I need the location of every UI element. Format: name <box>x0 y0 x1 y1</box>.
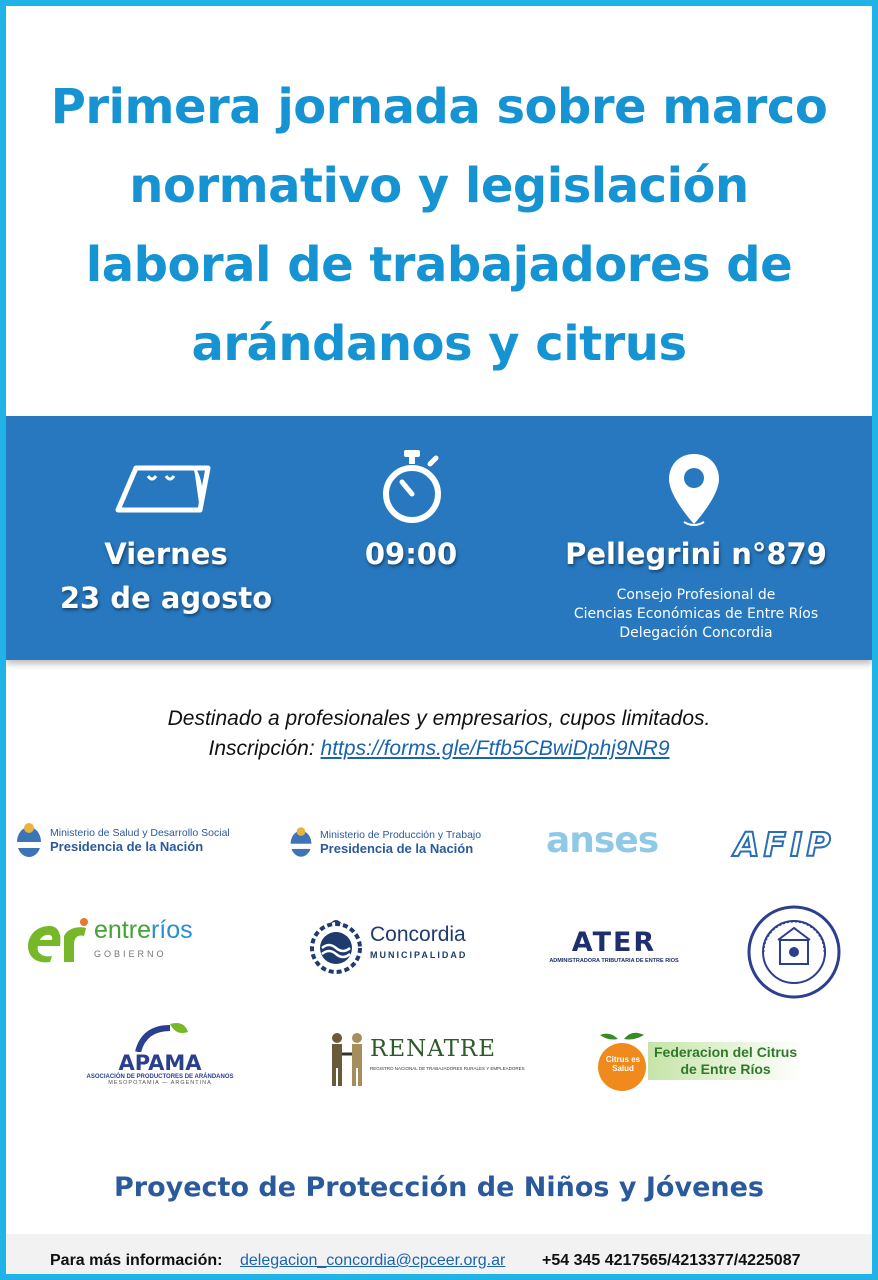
logo-cpce-seal <box>742 904 846 1000</box>
national-shield-icon <box>14 820 44 860</box>
event-address: Pellegrini n°879 <box>565 537 827 571</box>
registration-label: Inscripción: <box>208 737 315 760</box>
logo-text: MUNICIPALIDAD <box>370 950 468 960</box>
calendar-icon <box>114 464 214 516</box>
logo-federacion-citrus <box>596 1026 816 1096</box>
logo-text: Ministerio de Salud y Desarrollo Social <box>50 827 230 839</box>
logo-text: Ministerio de Producción y Trabajo <box>320 829 482 841</box>
org-line: Consejo Profesional de <box>616 587 776 603</box>
footer-email-link[interactable]: delegacion_concordia@cpceer.org.ar <box>240 1252 506 1269</box>
logo-text: Federacion del Citrus <box>654 1044 798 1060</box>
registration-info <box>6 704 872 764</box>
logo-text: Concordia <box>370 923 466 946</box>
title-line: Primera jornada sobre marco <box>50 79 828 135</box>
logo-text: Presidencia de la Nación <box>50 839 204 854</box>
citrus-badge <box>596 1029 650 1093</box>
event-title <box>26 68 852 384</box>
logo-text: Citrus es Salud <box>605 1055 641 1073</box>
location-pin-icon <box>666 452 722 528</box>
logo-text: Presidencia de la Nación <box>320 841 474 856</box>
event-day: Viernes <box>104 537 228 571</box>
logo-text: MESOPOTAMIA — ARGENTINA <box>108 1080 212 1086</box>
logo-ministerio-salud <box>14 818 254 862</box>
event-time-value: 09:00 <box>364 537 458 571</box>
entre-rios-mark-icon <box>24 916 90 968</box>
cpce-seal-icon <box>742 904 846 1000</box>
apama-leaf-icon <box>130 1022 190 1052</box>
event-details-band <box>6 416 872 660</box>
logo-text: ríos <box>150 916 193 944</box>
stopwatch-icon <box>380 448 444 528</box>
footer-label: Para más información: <box>50 1252 223 1269</box>
footer <box>6 1234 872 1280</box>
title-line: arándanos y citrus <box>191 316 687 372</box>
logo-text: ASOCIACIÓN DE PRODUCTORES DE ARÁNDANOS <box>86 1074 234 1080</box>
logo-ater <box>544 928 684 972</box>
logo-text: GOBIERNO <box>94 949 167 959</box>
logo-municipalidad-concordia <box>308 914 498 976</box>
org-line: Delegación Concordia <box>619 625 773 641</box>
logo-text: entre <box>94 916 151 944</box>
logo-text: ATER <box>571 927 657 958</box>
logo-afip: AFIP <box>734 824 835 864</box>
event-date-text: 23 de agosto <box>59 581 273 615</box>
logo-ministerio-produccion <box>288 820 518 864</box>
title-line: laboral de trabajadores de <box>85 237 793 293</box>
logo-entre-rios <box>24 914 244 970</box>
title-line: normativo y legislación <box>129 158 749 214</box>
logo-text: REGISTRO NACIONAL DE TRABAJADORES RURALES Y EMPLEADORES <box>370 1066 525 1071</box>
renatre-workers-icon <box>326 1030 368 1088</box>
registration-link[interactable]: https://forms.gle/Ftfb5CBwiDphj9NR9 <box>320 737 670 760</box>
logo-text: APAMA <box>118 1051 202 1075</box>
logo-text: ADMINISTRADORA TRIBUTARIA DE ENTRE RIOS <box>549 958 679 964</box>
footer-phones: +54 345 4217565/4213377/4225087 <box>542 1252 801 1269</box>
national-shield-icon <box>288 823 314 861</box>
org-line: Ciencias Económicas de Entre Ríos <box>573 606 819 622</box>
concordia-emblem-icon <box>308 916 364 974</box>
logo-renatre <box>326 1030 526 1088</box>
logo-text: de Entre Ríos <box>680 1061 771 1077</box>
registration-line <box>6 734 872 764</box>
project-name: Proyecto de Protección de Niños y Jóvenes <box>113 1172 765 1203</box>
logo-anses: anses <box>546 819 659 861</box>
logo-apama <box>70 1022 250 1096</box>
audience-text: Destinado a profesionales y empresarios, cupos limitados. <box>167 707 711 730</box>
logo-text: RENATRE <box>370 1036 497 1062</box>
